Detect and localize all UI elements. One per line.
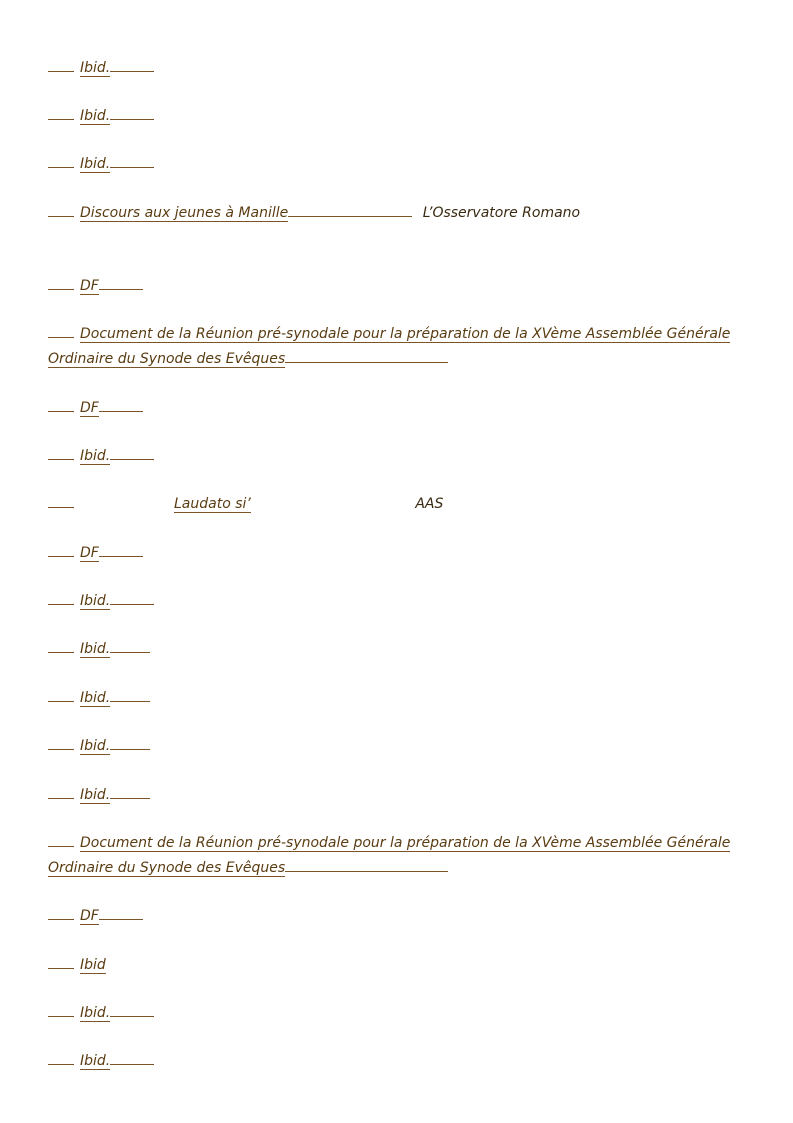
- footnote-text[interactable]: Ibid.: [80, 593, 111, 609]
- footnote-marker-blank: [48, 734, 74, 750]
- footnote-text[interactable]: DF: [80, 400, 99, 416]
- footnote-marker-blank: [48, 201, 74, 217]
- footnote-source: AAS: [415, 496, 444, 512]
- footnote-text[interactable]: Document de la Réunion pré-synodale pour la préparation de la XVème Assemblée Générale: [80, 835, 731, 851]
- footnote-text[interactable]: Ibid.: [80, 108, 111, 124]
- footnote-text[interactable]: Laudato si’: [174, 496, 251, 512]
- footnote-marker-blank: [48, 831, 74, 847]
- footnote-19: [48, 1001, 748, 1026]
- footnote-marker-blank: [48, 104, 74, 120]
- footnote-marker-blank: [48, 953, 74, 969]
- footnote-source: L’Osservatore Romano: [422, 205, 581, 221]
- footnote-marker-blank: [48, 444, 74, 460]
- footnote-2: [48, 104, 748, 129]
- footnote-text[interactable]: Discours aux jeunes à Manille: [80, 205, 289, 221]
- footnote-text[interactable]: Document de la Réunion pré-synodale pour la préparation de la XVème Assemblée Générale: [80, 326, 731, 342]
- footnote-text[interactable]: Ibid.: [80, 738, 111, 754]
- footnote-marker-blank: [48, 686, 74, 702]
- footnote-text-continued[interactable]: Ordinaire du Synode des Evêques: [48, 860, 286, 876]
- footnote-marker-blank: [48, 396, 74, 412]
- footnote-text[interactable]: DF: [80, 278, 99, 294]
- footnote-marker-blank: [48, 492, 74, 508]
- footnote-text-continued[interactable]: Ordinaire du Synode des Evêques: [48, 351, 286, 367]
- footnote-6: [48, 322, 748, 372]
- footnote-17: [48, 904, 748, 929]
- footnote-marker-blank: [48, 152, 74, 168]
- footnote-marker-blank: [48, 589, 74, 605]
- footnote-3: [48, 152, 748, 177]
- footnote-16: [48, 831, 748, 881]
- footnote-8: [48, 444, 748, 469]
- footnote-marker-blank: [48, 1001, 74, 1017]
- footnote-text[interactable]: Ibid.: [80, 787, 111, 803]
- footnote-marker-blank: [48, 541, 74, 557]
- footnote-13: [48, 686, 748, 711]
- footnote-18: [48, 953, 748, 978]
- footnote-14: [48, 734, 748, 759]
- footnote-text[interactable]: Ibid.: [80, 1053, 111, 1069]
- footnote-text[interactable]: Ibid: [80, 957, 106, 973]
- footnote-7: [48, 396, 748, 421]
- footnote-marker-blank: [48, 904, 74, 920]
- footnote-1: [48, 56, 748, 81]
- footnote-marker-blank: [48, 637, 74, 653]
- footnote-text[interactable]: DF: [80, 908, 99, 924]
- footnote-text[interactable]: Ibid.: [80, 60, 111, 76]
- footnote-15: [48, 783, 748, 808]
- footnote-4: [48, 201, 748, 226]
- footnote-text[interactable]: Ibid.: [80, 156, 111, 172]
- footnote-marker-blank: [48, 56, 74, 72]
- footnote-text[interactable]: DF: [80, 545, 99, 561]
- footnote-marker-blank: [48, 322, 74, 338]
- footnote-text[interactable]: Ibid.: [80, 1005, 111, 1021]
- footnote-marker-blank: [48, 1049, 74, 1065]
- footnote-9: [48, 492, 748, 517]
- footnote-text[interactable]: Ibid.: [80, 641, 111, 657]
- footnote-12: [48, 637, 748, 662]
- footnote-marker-blank: [48, 783, 74, 799]
- footnote-text[interactable]: Ibid.: [80, 690, 111, 706]
- footnote-20: [48, 1049, 748, 1074]
- footnote-text[interactable]: Ibid.: [80, 448, 111, 464]
- footnote-marker-blank: [48, 274, 74, 290]
- footnote-10: [48, 541, 748, 566]
- footnote-11: [48, 589, 748, 614]
- footnote-5: [48, 274, 748, 299]
